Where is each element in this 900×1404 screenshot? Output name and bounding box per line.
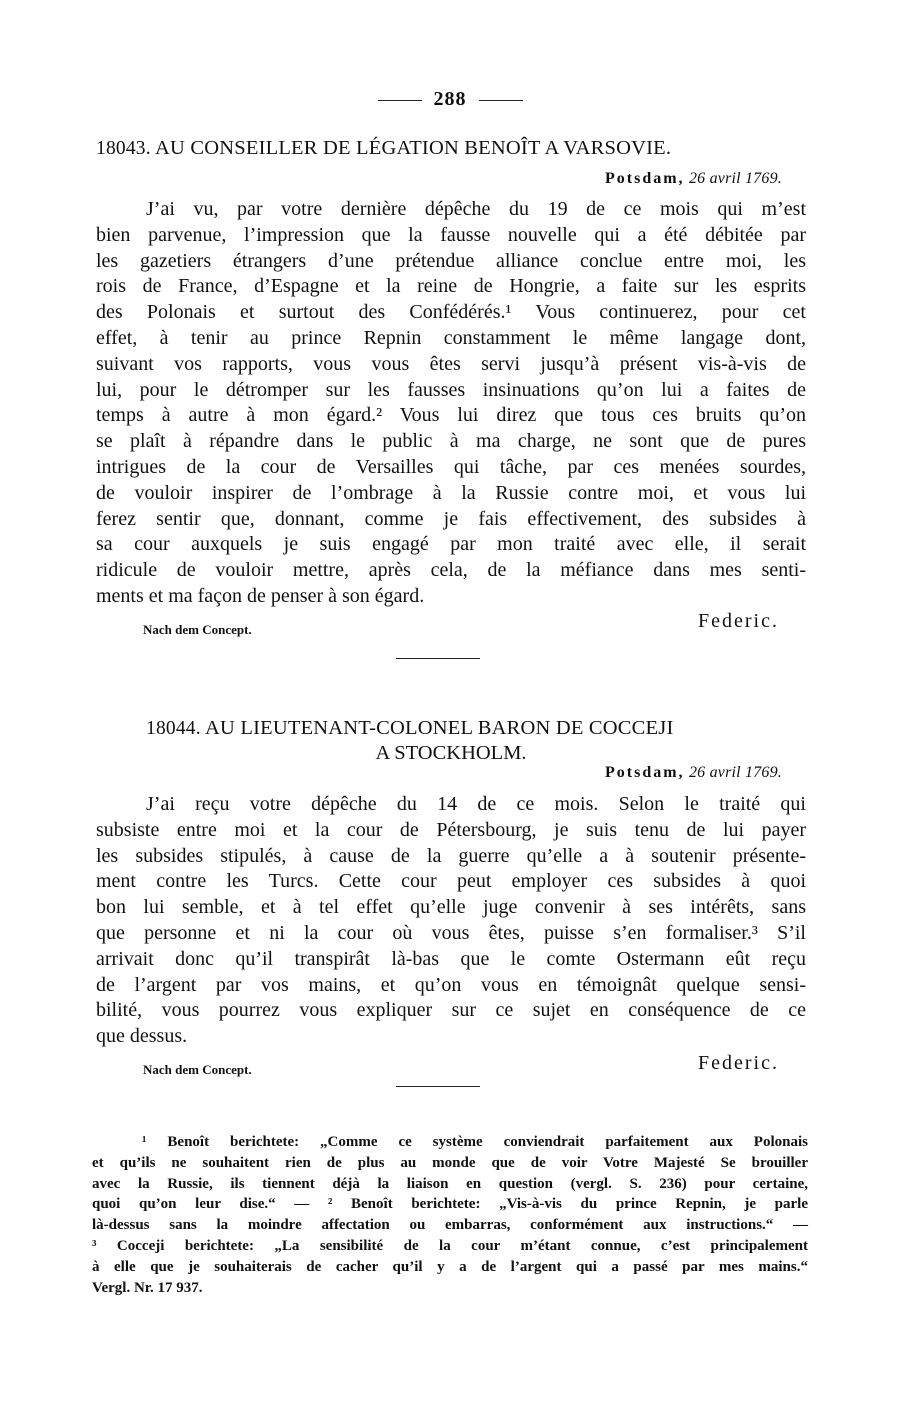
footnote-line: à elle que je souhaiterais de cacher qu’il y a de l’argent qui a passé par mes mains.“ [92,1258,808,1275]
footnote-line: ¹ Benoît berichtete: „Comme ce système conviendrait parfaitement aux Polonais [142,1134,808,1150]
letter-2-source: Nach dem Concept. [143,1062,252,1077]
letter-2-body [96,792,806,1050]
section-divider [396,658,480,659]
letter-1-line: ferez sentir que, donnant, comme je fais effectivement, des subsides à [96,507,806,530]
letter-1-line: J’ai vu, par votre dernière dépêche du 19 de ce mois qui m’est [146,198,806,220]
letter-2-heading-cont: A STOCKHOLM. [375,742,527,764]
letter-1-line: intrigues de la cour de Versailles qui tâche, par ces menées sourdes, [96,455,806,478]
page-number-header [0,88,900,111]
letter-1-line: les gazetiers étrangers d’une prétendue alliance conclue entre moi, les [96,249,806,272]
letter-2-line: les subsides stipulés, à cause de la guerre qu’elle a à soutenir présente- [96,844,806,867]
letter-2-place: Potsdam, [605,764,685,781]
letter-2-line: bilité, vous pourrez vous expliquer sur ce sujet en conséquence de ce [96,999,806,1022]
letter-1-line: effet, à tenir au prince Repnin constamment le même langage dont, [96,326,806,349]
page-number-right-dash [479,100,523,101]
letter-2-date: 26 avril 1769. [688,764,782,781]
letter-1-line: sa cour auxquels je suis engagé par mon traité avec elle, il serait [96,533,806,556]
footnote-line: quoi qu’on leur dise.“ — ² Benoît berichtete: „Vis-à-vis du prince Repnin, je parle [92,1196,808,1213]
letter-1-line: ments et ma façon de penser à son égard. [96,584,425,607]
letter-2-title: AU LIEUTENANT-COLONEL BARON DE COCCEJI [205,717,674,739]
letter-1-signature: Federic. [698,610,779,632]
letter-1-line: temps à autre à mon égard.² Vous lui direz que tous ces bruits qu’on [96,404,806,427]
letter-2-heading [146,716,856,741]
letter-2-line: arrivait donc qu’il transpirât là-bas que le comte Ostermann eût reçu [96,947,806,970]
letter-1-title: AU CONSEILLER DE LÉGATION BENOÎT A VARSOVIE. [155,137,672,159]
page-number: 288 [433,88,467,110]
letter-2-line: que personne et ni la cour où vous êtes, puisse s’en formaliser.³ S’il [96,921,806,944]
letter-1-line: suivant vos rapports, vous vous êtes servi jusqu’à présent vis-à-vis de [96,352,806,375]
letter-2-line: J’ai reçu votre dépêche du 14 de ce mois. Selon le traité qui [146,793,806,815]
letter-1-heading [96,136,806,161]
letter-2-line: subsiste entre moi et la cour de Pétersbourg, je suis tenu de lui payer [96,818,806,841]
letter-1-date: 26 avril 1769. [688,170,782,187]
letter-1-source: Nach dem Concept. [143,622,252,637]
letter-2-line: que dessus. [96,1025,188,1048]
letter-1-line: de vouloir inspirer de l’ombrage à la Russie contre moi, et vous lui [96,481,806,504]
footnote-divider [396,1086,480,1087]
footnote-line: Vergl. Nr. 17 937. [92,1279,203,1296]
letter-2-line: ment contre les Turcs. Cette cour peut employer ces subsides à quoi [96,870,806,893]
letter-1-dateline [605,170,782,188]
letter-1-body [96,197,806,610]
letter-1-number: 18043. [96,138,151,159]
letter-2-number: 18044. [146,718,201,739]
letter-1-line: bien parvenue, l’impression que la fausse nouvelle qui a été débitée par [96,223,806,246]
footnote-line: et qu’ils ne souhaitent rien de plus au monde que de voir Votre Majesté Se brouiller [92,1154,808,1171]
letter-1-line: ridicule de vouloir mettre, après cela, de la méfiance dans mes senti- [96,559,806,582]
letter-2-signature: Federic. [698,1052,779,1074]
letter-1-line: des Polonais et surtout des Confédérés.¹ Vous continuerez, pour cet [96,301,806,324]
footnote-line: avec la Russie, ils tiennent déjà la liaison en question (vergl. S. 236) pour certaine, [92,1175,808,1192]
footnote-line: là-dessus sans la moindre affectation ou embarras, conformément aux instructions.“ — [92,1217,808,1234]
letter-1-line: rois de France, d’Espagne et la reine de Hongrie, a faite sur les esprits [96,275,806,298]
letter-2-line: de l’argent par vos mains, et qu’on vous en témoignât quelque sensi- [96,973,806,996]
letter-1-place: Potsdam, [605,170,685,187]
letter-2-line: bon lui semble, et à tel effet qu’elle juge convenir à ses intérêts, sans [96,896,806,919]
letter-2-dateline [605,764,782,782]
letter-1-line: se plaît à répandre dans le public à ma charge, ne sont que de pures [96,430,806,453]
letter-1-line: lui, pour le détromper sur les fausses insinuations qu’on lui a faites de [96,378,806,401]
page-number-left-dash [378,100,422,101]
footnotes [92,1132,808,1298]
footnote-line: ³ Cocceji berichtete: „La sensibilité de la cour m’étant connue, c’est principalement [92,1237,808,1254]
